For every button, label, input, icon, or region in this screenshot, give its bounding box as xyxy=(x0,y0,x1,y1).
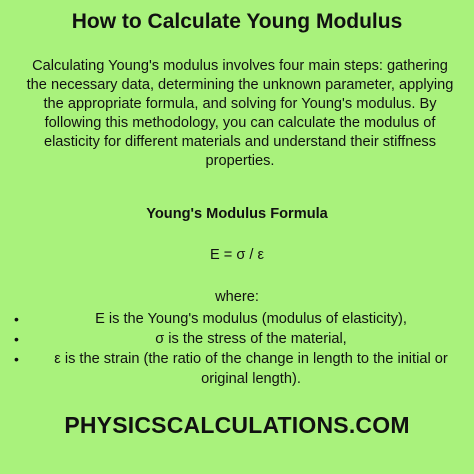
intro-paragraph: Calculating Young's modulus involves four main steps: gathering the necessary data, determining the unknown parameter, applying the appropriate formula, and solving for Young's modulus. By following this methodology, you can calculate the modulus of elasticity for different materials and understand their stiffness properties. xyxy=(26,58,454,169)
definition-text: σ is the stress of the material, xyxy=(155,331,347,347)
definition-text: E is the Young's modulus (modulus of elasticity), xyxy=(95,311,407,327)
formula-heading: Young's Modulus Formula xyxy=(146,206,328,222)
site-footer: PHYSICSCALCULATIONS.COM xyxy=(64,412,410,438)
where-label: where: xyxy=(215,289,259,305)
bullet-icon: • xyxy=(14,311,19,327)
definition-text: ε is the strain (the ratio of the change in length to the initial or original length). xyxy=(54,351,448,387)
bullet-icon: • xyxy=(14,331,19,347)
page-title: How to Calculate Young Modulus xyxy=(71,10,403,33)
bullet-icon: • xyxy=(14,351,19,367)
definition-item-strain xyxy=(14,349,470,389)
definition-item-modulus xyxy=(14,309,470,329)
definition-item-stress xyxy=(14,329,470,349)
definitions-list xyxy=(14,309,470,389)
formula-text: E = σ / ε xyxy=(209,247,265,263)
